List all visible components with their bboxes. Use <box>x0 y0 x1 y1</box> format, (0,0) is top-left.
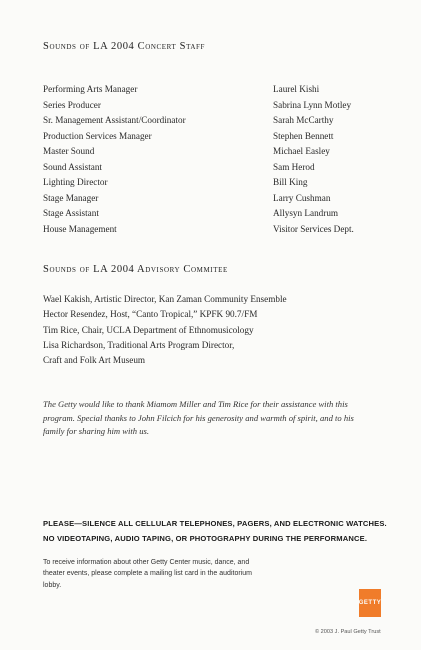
staff-person: Sam Herod <box>273 161 315 172</box>
staff-role: Production Services Manager <box>43 130 152 141</box>
staff-row <box>43 193 383 209</box>
advisory-member: Hector Resendez, Host, “Canto Tropical,” KPFK 90.7/FM <box>43 309 258 320</box>
staff-person: Visitor Services Dept. <box>273 223 354 234</box>
staff-row <box>43 146 383 162</box>
staff-row <box>43 162 383 178</box>
staff-person: Bill King <box>273 177 308 187</box>
staff-role: Sr. Management Assistant/Coordinator <box>43 115 186 125</box>
advisory-member: Lisa Richardson, Traditional Arts Program Director, <box>43 339 235 350</box>
advisory-member: Wael Kakish, Artistic Director, Kan Zaman Community Ensemble <box>43 294 287 304</box>
acknowledgement-text: The Getty would like to thank Miamom Miller and Tim Rice for their assistance with this program. Special thanks to John Filcich for his generosity and warmth of spirit, and to his family for sharing him with us. <box>43 399 354 436</box>
advisory-list <box>43 294 383 370</box>
mailing-list-info: To receive information about other Getty Center music, dance, and theater events, please complete a mailing list card in the auditorium lobby. <box>43 559 252 589</box>
photography-notice: NO VIDEOTAPING, AUDIO TAPING, OR PHOTOGRAPHY DURING THE PERFORMANCE. <box>43 534 368 543</box>
staff-row <box>43 131 383 147</box>
getty-logo-text: GETTY <box>359 600 381 606</box>
staff-person: Stephen Bennett <box>273 130 334 141</box>
staff-row <box>43 224 383 240</box>
staff-person: Larry Cushman <box>273 192 331 203</box>
staff-list <box>43 84 383 239</box>
staff-heading: Sounds of LA 2004 Concert Staff <box>43 41 206 52</box>
staff-person: Michael Easley <box>273 146 330 156</box>
staff-person: Laurel Kishi <box>273 84 320 94</box>
staff-role: Series Producer <box>43 99 101 110</box>
advisory-member: Tim Rice, Chair, UCLA Department of Ethnomusicology <box>43 324 254 335</box>
staff-person: Sarah McCarthy <box>273 115 334 125</box>
staff-row <box>43 208 383 224</box>
staff-row <box>43 84 383 100</box>
advisory-member: Craft and Folk Art Museum <box>43 355 146 366</box>
staff-role: Stage Assistant <box>43 208 99 218</box>
copyright-text: © 2003 J. Paul Getty Trust <box>315 629 381 635</box>
silence-notice: PLEASE—SILENCE ALL CELLULAR TELEPHONES, PAGERS, AND ELECTRONIC WATCHES. <box>43 519 387 528</box>
staff-role: Sound Assistant <box>43 161 102 172</box>
staff-role: House Management <box>43 223 117 234</box>
staff-row <box>43 100 383 116</box>
staff-role: Master Sound <box>43 146 95 156</box>
staff-role: Lighting Director <box>43 177 108 187</box>
advisory-heading: Sounds of LA 2004 Advisory Commitee <box>43 264 228 275</box>
staff-person: Allysyn Landrum <box>273 208 339 218</box>
staff-row <box>43 177 383 193</box>
staff-person: Sabrina Lynn Motley <box>273 99 352 110</box>
getty-logo <box>359 589 381 617</box>
staff-role: Stage Manager <box>43 192 99 203</box>
staff-role: Performing Arts Manager <box>43 84 138 94</box>
staff-row <box>43 115 383 131</box>
